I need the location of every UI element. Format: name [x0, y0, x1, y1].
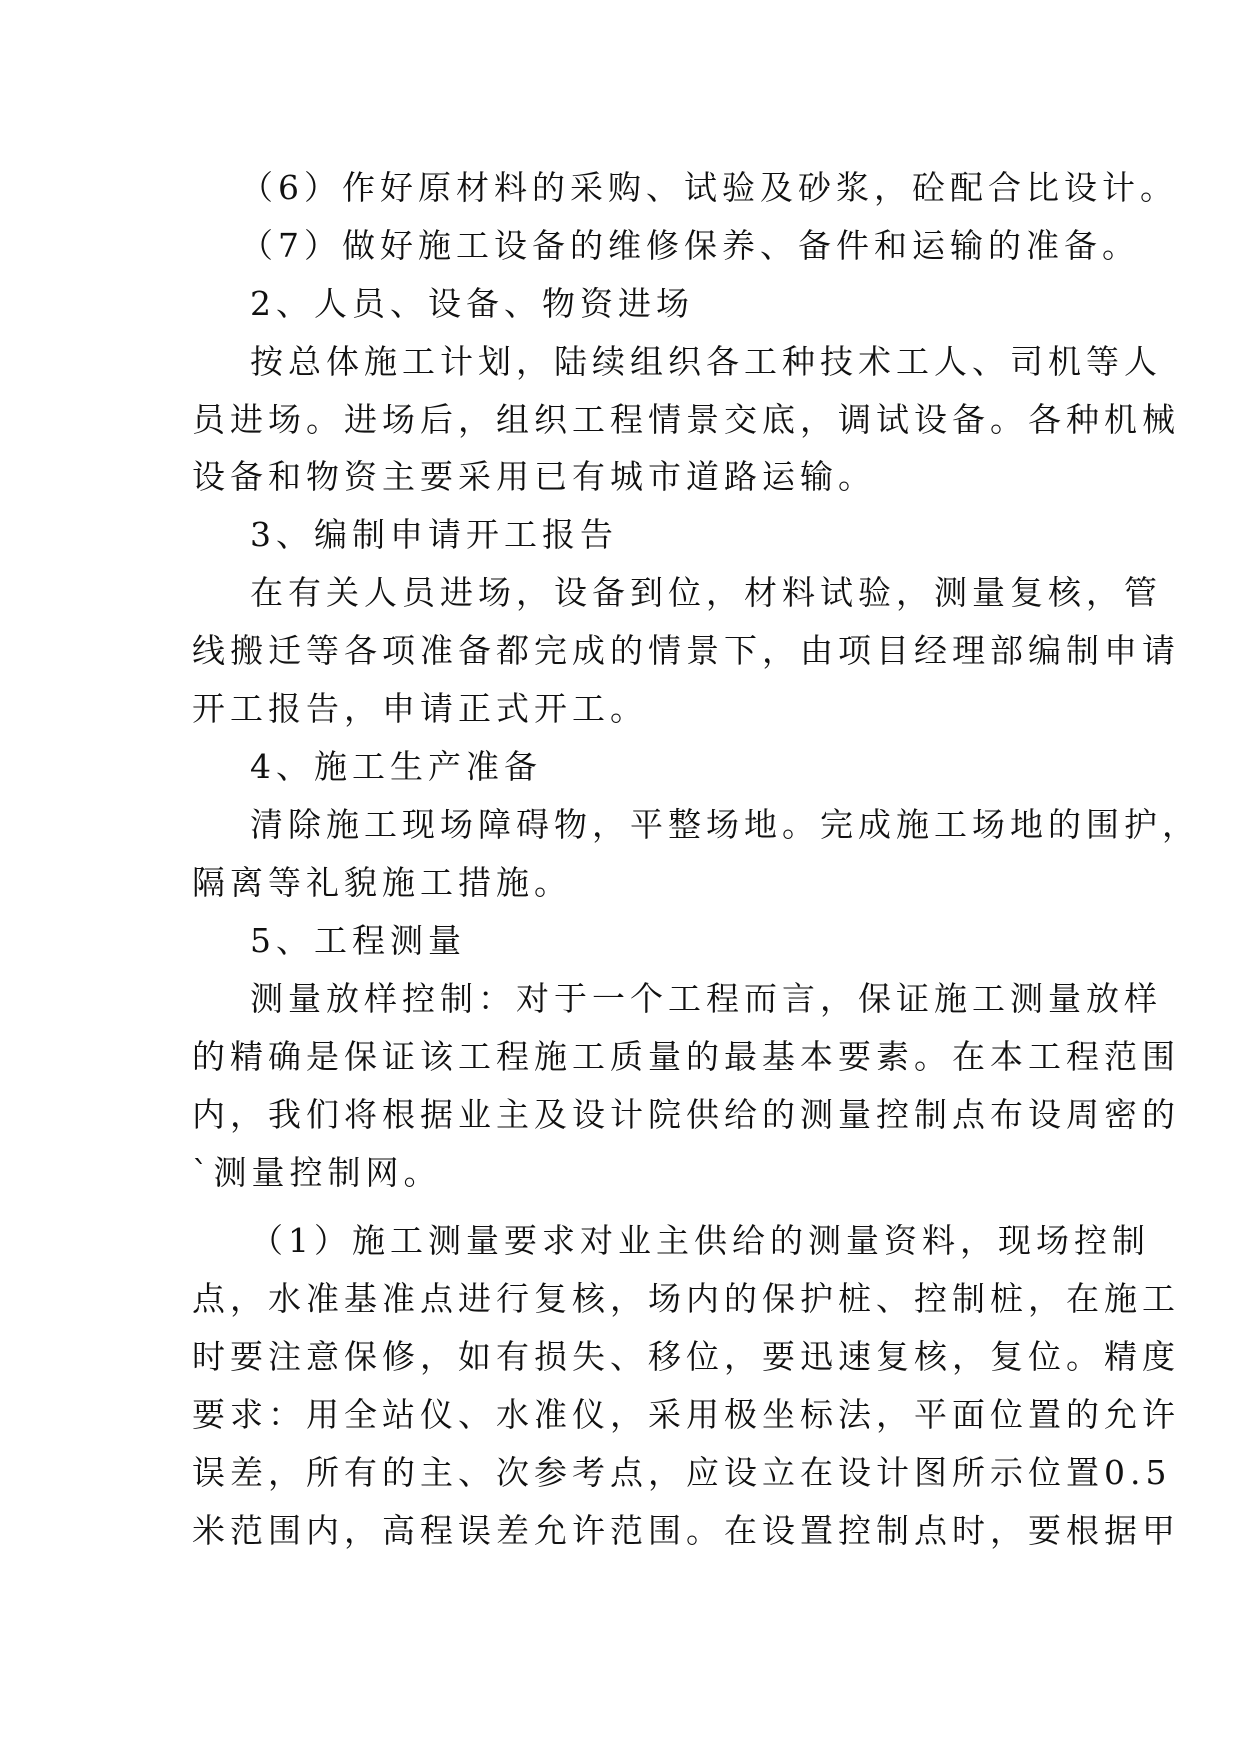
- paragraph-line: 线搬迁等各项准备都完成的情景下，由项目经理部编制申请: [192, 631, 1180, 670]
- section-heading-3: 3、编制申请开工报告: [250, 515, 618, 554]
- paragraph-line: 的精确是保证该工程施工质量的最基本要素。在本工程范围: [192, 1037, 1180, 1076]
- paragraph-line: 清除施工现场障碍物，平整场地。完成施工场地的围护，: [250, 805, 1200, 844]
- paragraph-line-7: （7）做好施工设备的维修保养、备件和运输的准备。: [240, 226, 1140, 265]
- paragraph-line: 测量放样控制：对于一个工程而言，保证施工测量放样: [250, 979, 1162, 1018]
- section-heading-4: 4、施工生产准备: [250, 747, 542, 786]
- section-heading-2: 2、人员、设备、物资进场: [250, 284, 694, 323]
- paragraph-line: 在有关人员进场，设备到位，材料试验，测量复核，管: [250, 573, 1162, 612]
- paragraph-line: 员进场。进场后，组织工程情景交底，调试设备。各种机械: [192, 400, 1180, 439]
- paragraph-line: （1）施工测量要求对业主供给的测量资料，现场控制: [250, 1221, 1150, 1260]
- paragraph-line: 设备和物资主要采用已有城市道路运输。: [192, 457, 876, 496]
- paragraph-line: 时要注意保修，如有损失、移位，要迅速复核，复位。精度: [192, 1337, 1180, 1376]
- paragraph-line: 按总体施工计划，陆续组织各工种技术工人、司机等人: [250, 342, 1162, 381]
- paragraph-line: 隔离等礼貌施工措施。: [192, 863, 572, 902]
- paragraph-line: 内，我们将根据业主及设计院供给的测量控制点布设周密的: [192, 1095, 1180, 1134]
- paragraph-line: `测量控制网。: [192, 1153, 442, 1192]
- paragraph-line: 米范围内，高程误差允许范围。在设置控制点时，要根据甲: [192, 1511, 1180, 1550]
- section-heading-5: 5、工程测量: [250, 921, 466, 960]
- paragraph-line: 误差，所有的主、次参考点，应设立在设计图所示位置0.5: [192, 1453, 1172, 1492]
- paragraph-line-6: （6）作好原材料的采购、试验及砂浆，砼配合比设计。: [240, 168, 1178, 207]
- paragraph-line: 开工报告，申请正式开工。: [192, 689, 648, 728]
- paragraph-line: 要求：用全站仪、水准仪，采用极坐标法，平面位置的允许: [192, 1395, 1180, 1434]
- paragraph-line: 点，水准基准点进行复核，场内的保护桩、控制桩，在施工: [192, 1279, 1180, 1318]
